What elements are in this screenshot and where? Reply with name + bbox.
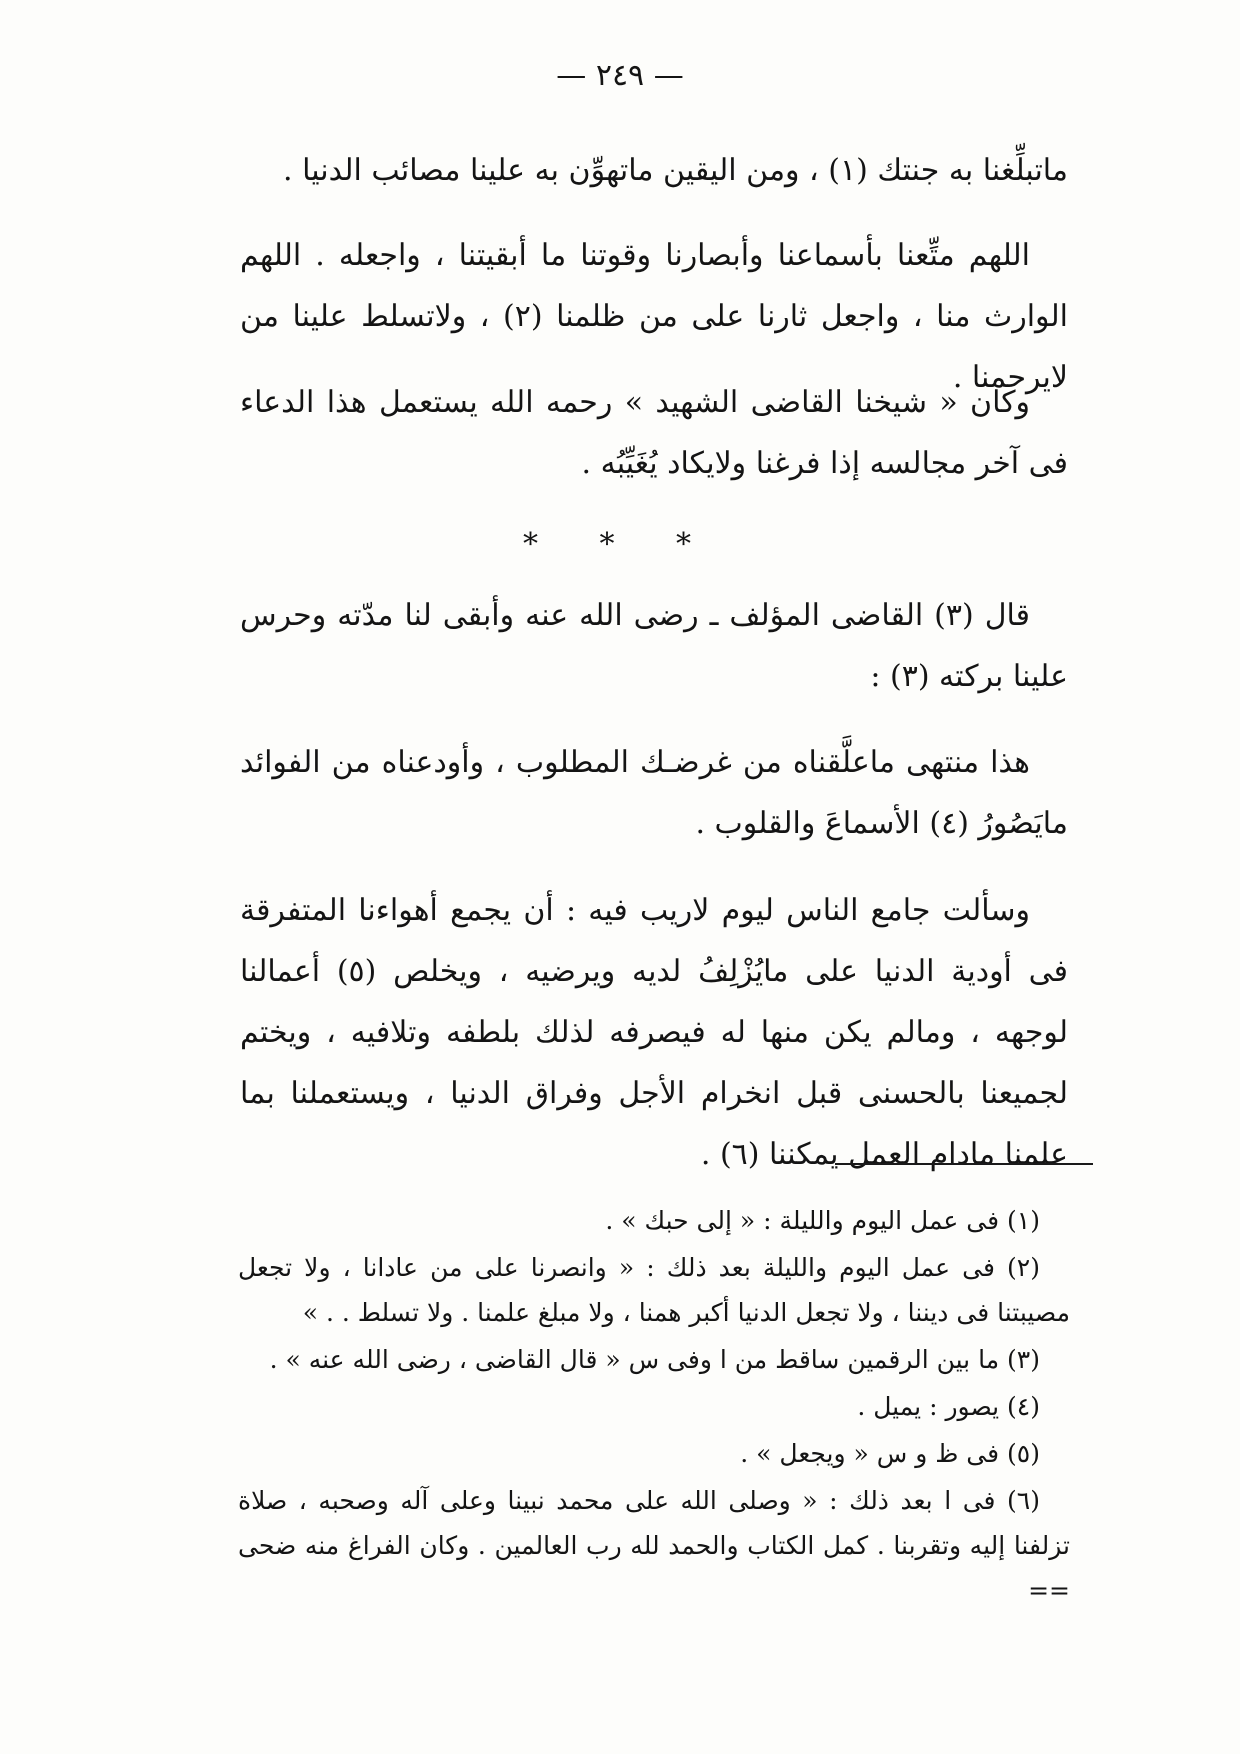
footnote-5: (٥) فى ظ و س « ويجعل » . <box>740 1439 1040 1468</box>
paragraph-2: اللهم متِّعنا بأسماعنا وأبصارنا وقوتنا ما أبقيتنا ، واجعله . اللهم الوارث منا ، واجعل ثارنا على من ظلمنا (٢) ، ولاتسلط علينا من لايرحمنا . <box>240 238 1068 395</box>
paragraph-1-block <box>240 140 1068 201</box>
footnote-6: (٦) فى ا بعد ذلك : « وصلى الله على محمد نبينا وعلى آله وصحبه ، صلاة تزلفنا إليه وتقربنا . كمل الكتاب والحمد لله رب العالمين . وكان الفراغ منه ضحى == <box>238 1486 1070 1605</box>
paragraph-6-block <box>240 880 1068 1185</box>
paragraph-4-block <box>240 585 1068 707</box>
footnote-divider <box>835 1163 1093 1165</box>
paragraph-5-block <box>240 732 1068 854</box>
paragraph-3-block <box>240 372 1068 494</box>
paragraph-5: هذا منتهى ماعلَّقناه من غرضـك المطلوب ، وأودعناه من الفوائد مايَصُورُ (٤) الأسماعَ والقلوب . <box>240 745 1068 841</box>
paragraph-6: وسألت جامع الناس ليوم لاريب فيه : أن يجمع أهواءنا المتفرقة فى أودية الدنيا على مايُزْلِفُ لديه ويرضيه ، ويخلص (٥) أعمالنا لوجهه ، ومالم يكن منها له فيصرفه لذلك بلطفه وتلافيه ، ويختم لجميعنا بالحسنى قبل انخرام الأجل وفراق الدنيا ، ويستعملنا بما علمنا مادام العمل يمكننا (٦) . <box>240 893 1069 1172</box>
footnote-4: (٤) يصور : يميل . <box>857 1392 1040 1421</box>
page-number: — ٢٤٩ — <box>556 58 684 93</box>
footnotes-section <box>238 1198 1070 1613</box>
footnote-2: (٢) فى عمل اليوم والليلة بعد ذلك : « وانصرنا على من عادانا ، ولا تجعل مصيبتنا فى ديننا ، ولا تجعل الدنيا أكبر همنا ، ولا مبلغ علمنا . ولا تسلط . . » <box>238 1253 1070 1327</box>
paragraph-4: قال (٣) القاضى المؤلف ـ رضى الله عنه وأبقى لنا مدّته وحرس علينا بركته (٣) : <box>240 598 1068 694</box>
paragraph-3: وكان « شيخنا القاضى الشهيد » رحمه الله يستعمل هذا الدعاء فى آخر مجالسه إذا فرغنا ولايكاد يُغَيِّبُه . <box>240 385 1068 481</box>
footnote-1: (١) فى عمل اليوم والليلة : « إلى حبك » . <box>605 1206 1040 1235</box>
paragraph-1: ماتبلِّغنا به جنتك (١) ، ومن اليقين ماتهوِّن به علينا مصائب الدنيا . <box>283 153 1068 188</box>
section-separator: * * * <box>522 527 718 562</box>
footnote-3: (٣) ما بين الرقمين ساقط من ا وفى س « قال القاضى ، رضى الله عنه » . <box>269 1345 1040 1374</box>
